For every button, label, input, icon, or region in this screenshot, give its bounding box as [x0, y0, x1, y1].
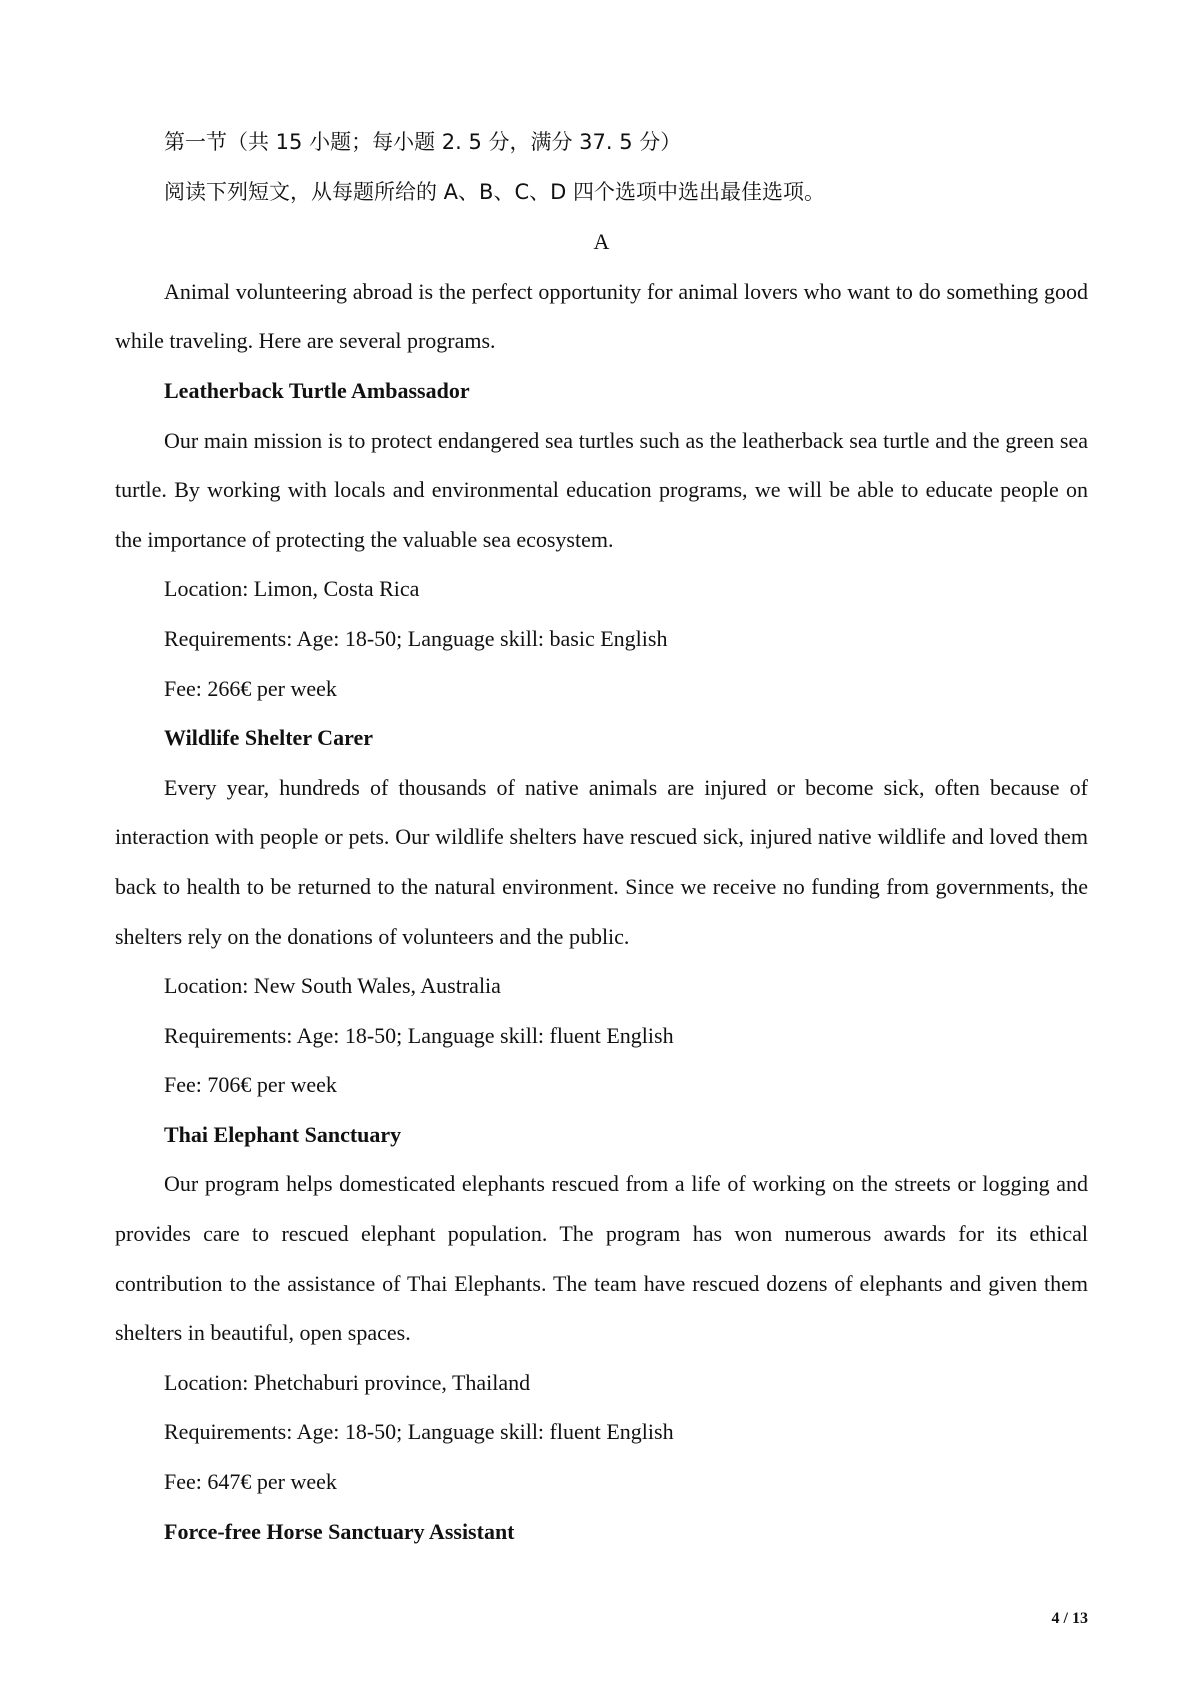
page-number: 4 / 13	[1051, 1610, 1088, 1627]
program-section	[115, 1110, 1088, 1507]
program-location: Location: Limon, Costa Rica	[164, 576, 420, 602]
program-description: Every year, hundreds of thousands of native animals are injured or become sick, often because of interaction with people or pets. Our wildlife shelters have rescued sick, injured native wildlife and loved them back to health to be returned to the natural environment. Since we receive no funding from governments, the shelters rely on the donations of volunteers and the public.	[115, 774, 1088, 949]
program-location: Location: New South Wales, Australia	[164, 973, 501, 999]
program-fee: Fee: 647€ per week	[164, 1469, 337, 1495]
program-title: Leatherback Turtle Ambassador	[164, 377, 470, 403]
program-location: Location: Phetchaburi province, Thailand	[164, 1369, 531, 1395]
program-description: Our main mission is to protect endangered sea turtles such as the leatherback sea turtle and the green sea turtle. By working with locals and environmental education programs, we will be able to educate people on the importance of protecting the valuable sea ecosystem.	[115, 427, 1088, 552]
program-requirements: Requirements: Age: 18-50; Language skill: fluent English	[164, 1022, 674, 1048]
program-section	[115, 713, 1088, 1110]
page-content	[115, 118, 1088, 1556]
program-title: Thai Elephant Sanctuary	[164, 1121, 402, 1147]
program-description: Our program helps domesticated elephants rescued from a life of working on the streets or logging and provides care to rescued elephant population. The program has won numerous awards for its ethical contribution to the assistance of Thai Elephants. The team have rescued dozens of elephants and given them shelters in beautiful, open spaces.	[115, 1171, 1088, 1346]
instruction-text: 阅读下列短文，从每题所给的 A、B、C、D 四个选项中选出最佳选项。	[164, 179, 825, 204]
program-fee: Fee: 266€ per week	[164, 675, 337, 701]
program-fee: Fee: 706€ per week	[164, 1072, 337, 1098]
program-title: Wildlife Shelter Carer	[164, 725, 373, 751]
program-section	[115, 1507, 1088, 1557]
program-requirements: Requirements: Age: 18-50; Language skill: basic English	[164, 625, 668, 651]
section-header: 第一节（共 15 小题；每小题 2. 5 分，满分 37. 5 分）	[164, 130, 682, 154]
intro-paragraph: Animal volunteering abroad is the perfect opportunity for animal lovers who want to do something good while traveling. Here are several programs.	[115, 278, 1088, 354]
program-section	[115, 366, 1088, 713]
passage-label: A	[593, 229, 610, 255]
program-title: Force-free Horse Sanctuary Assistant	[164, 1518, 515, 1544]
program-requirements: Requirements: Age: 18-50; Language skill: fluent English	[164, 1419, 674, 1445]
